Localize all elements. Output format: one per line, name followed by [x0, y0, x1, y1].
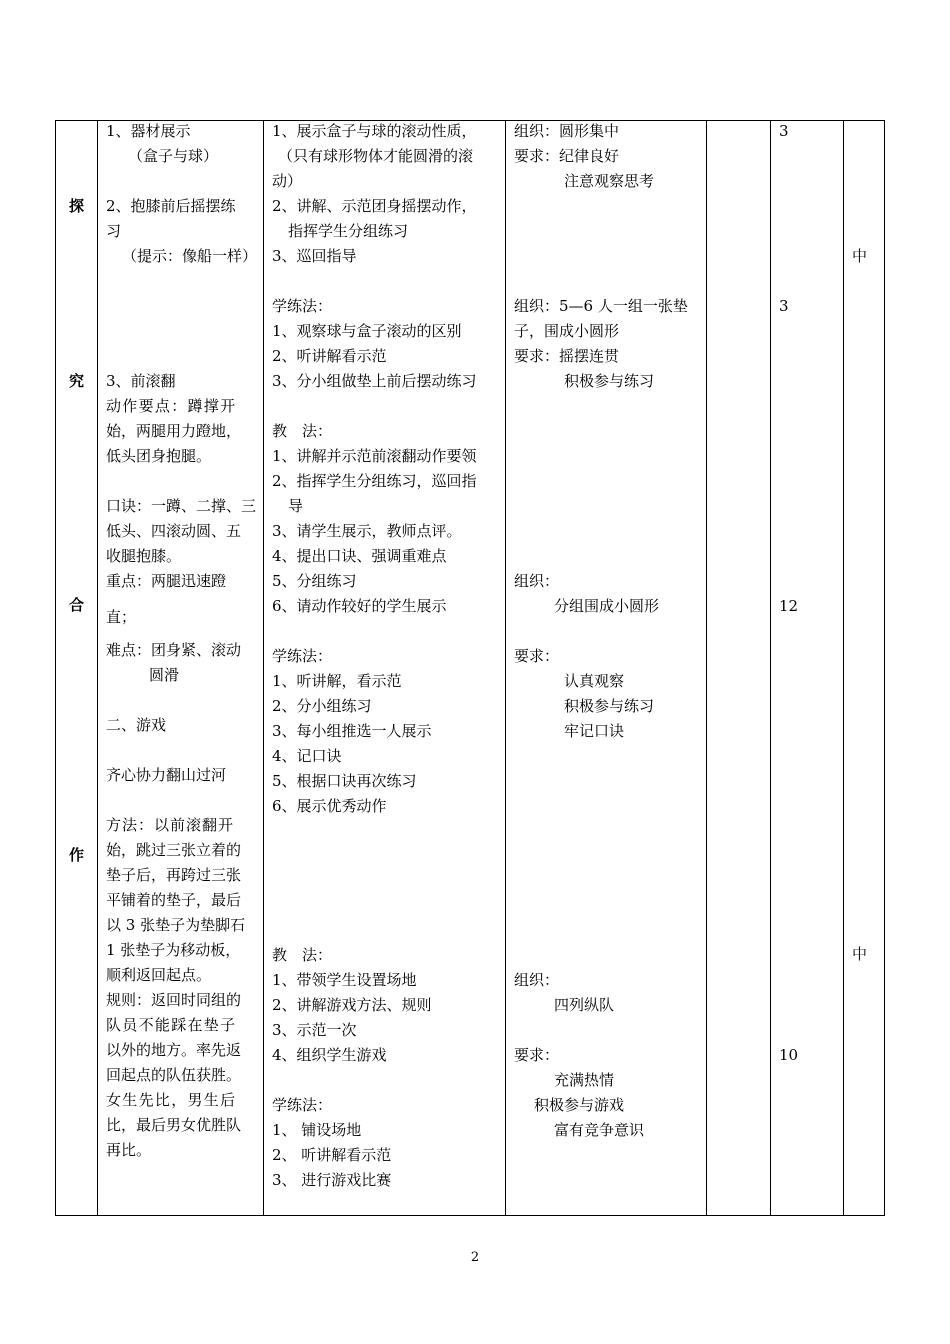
section-char: 合 [69, 596, 85, 614]
content-line: 低头、四滚动圆、五 [106, 522, 242, 540]
content-line: （盒子与球） [128, 147, 219, 165]
table-border [55, 120, 56, 1216]
content-line: 3、前滚翻 [106, 372, 176, 390]
content-line: 习 [106, 222, 122, 240]
lesson-table [55, 120, 885, 1216]
method-line: 导 [288, 497, 304, 515]
content-line: 收腿抱膝。 [106, 547, 182, 565]
content-line: 平铺着的垫子，最后 [106, 891, 242, 909]
time-value: 10 [779, 1046, 799, 1064]
content-line: 顺利返回起点。 [106, 966, 212, 984]
organization-line: 积极参与练习 [564, 697, 655, 715]
content-line: 队员不能踩在垫子 [106, 1016, 237, 1034]
method-line: 3、每小组推选一人展示 [272, 722, 432, 740]
method-line: 教 法： [272, 422, 333, 440]
content-line: 始，跳过三张立着的 [106, 841, 242, 859]
method-line: 动） [272, 172, 303, 190]
organization-line: 要求：摇摆连贯 [514, 347, 620, 365]
content-line: 直； [106, 608, 137, 626]
method-line: 1、观察球与盒子滚动的区别 [272, 322, 462, 340]
method-line: 1、听讲解，看示范 [272, 672, 402, 690]
organization-line: 充满热情 [554, 1071, 615, 1089]
organization-line: 认真观察 [564, 672, 625, 690]
time-value: 3 [779, 297, 789, 315]
method-line: 3、分小组做垫上前后摆动练习 [272, 372, 477, 390]
table-border [884, 120, 885, 1216]
section-char: 作 [69, 846, 85, 864]
method-line: 2、讲解游戏方法、规则 [272, 996, 432, 1014]
method-line: 3、巡回指导 [272, 247, 357, 265]
organization-line: 积极参与练习 [564, 372, 655, 390]
section-char: 究 [69, 372, 85, 390]
column-divider [97, 120, 98, 1216]
content-line: 垫子后，再跨过三张 [106, 866, 242, 884]
method-line: 2、指挥学生分组练习，巡回指 [272, 472, 477, 490]
method-line: 4、记口诀 [272, 747, 342, 765]
content-line: 重点：两腿迅速蹬 [106, 572, 227, 590]
content-line: 始，两腿用力蹬地， [106, 422, 242, 440]
time-value: 3 [779, 122, 789, 140]
organization-line: 组织：5—6 人一组一张垫 [514, 297, 688, 315]
content-line: 1、器材展示 [106, 122, 191, 140]
page-number: 2 [470, 1250, 480, 1265]
method-line: 2、听讲解看示范 [272, 347, 387, 365]
organization-line: 组织：圆形集中 [514, 122, 620, 140]
method-line: 2、讲解、示范团身摇摆动作， [272, 197, 477, 215]
content-line: 二、游戏 [106, 716, 167, 734]
method-line: 3、示范一次 [272, 1021, 357, 1039]
organization-line: 组织： [514, 572, 560, 590]
content-line: 2、抱膝前后摇摆练 [106, 197, 236, 215]
intensity-value: 中 [852, 247, 868, 265]
content-line: 回起点的队伍获胜。 [106, 1066, 242, 1084]
organization-line: 富有竞争意识 [554, 1121, 645, 1139]
method-line: 学练法： [272, 647, 333, 665]
content-line: 口诀：一蹲、二撑、三 [106, 497, 257, 515]
content-line: 低头团身抱腿。 [106, 447, 212, 465]
column-divider [843, 120, 844, 1216]
method-line: 2、 听讲解看示范 [272, 1146, 392, 1164]
method-line: 学练法： [272, 1096, 333, 1114]
method-line: 指挥学生分组练习 [288, 222, 409, 240]
content-line: 再比。 [106, 1141, 152, 1159]
method-line: 6、展示优秀动作 [272, 797, 387, 815]
method-line: 5、根据口诀再次练习 [272, 772, 417, 790]
method-line: 3、 进行游戏比赛 [272, 1171, 392, 1189]
column-divider [706, 120, 707, 1216]
column-divider [263, 120, 264, 1216]
method-line: 2、分小组练习 [272, 697, 372, 715]
organization-line: 子，围成小圆形 [514, 322, 620, 340]
column-divider [770, 120, 771, 1216]
content-line: 规则：返回时同组的 [106, 991, 242, 1009]
method-line: 4、提出口诀、强调重难点 [272, 547, 447, 565]
organization-line: 组织： [514, 971, 560, 989]
method-line: 1、带领学生设置场地 [272, 971, 417, 989]
section-char: 探 [69, 197, 85, 215]
intensity-value: 中 [852, 945, 868, 963]
organization-line: 要求： [514, 1046, 560, 1064]
method-line: 3、请学生展示，教师点评。 [272, 522, 462, 540]
organization-line: 积极参与游戏 [534, 1096, 625, 1114]
content-line: 难点：团身紧、滚动 [106, 641, 242, 659]
method-line: 教 法： [272, 946, 333, 964]
method-line: 6、请动作较好的学生展示 [272, 597, 447, 615]
method-line: 1、讲解并示范前滚翻动作要领 [272, 447, 477, 465]
content-line: 圆滑 [149, 666, 180, 684]
organization-line: 注意观察思考 [564, 172, 655, 190]
content-line: 齐心协力翻山过河 [106, 766, 227, 784]
method-line: （只有球形物体才能圆滑的滚 [278, 147, 474, 165]
method-line: 1、展示盒子与球的滚动性质， [272, 122, 477, 140]
content-line: 1 张垫子为移动板， [106, 941, 241, 959]
content-line: 以 3 张垫子为垫脚石 [106, 916, 246, 934]
method-line: 1、 铺设场地 [272, 1121, 362, 1139]
content-line: 方法：以前滚翻开 [106, 816, 235, 834]
content-line: 动作要点：蹲撑开 [106, 397, 237, 415]
column-divider [505, 120, 506, 1216]
content-line: 女生先比，男生后 [106, 1091, 237, 1109]
content-line: 以外的地方。率先返 [106, 1041, 242, 1059]
method-line: 4、组织学生游戏 [272, 1046, 387, 1064]
organization-line: 要求： [514, 647, 560, 665]
content-line: 比，最后男女优胜队 [106, 1116, 242, 1134]
organization-line: 分组围成小圆形 [554, 597, 660, 615]
method-line: 5、分组练习 [272, 572, 357, 590]
organization-line: 四列纵队 [554, 996, 615, 1014]
method-line: 学练法： [272, 297, 333, 315]
table-bottom-border [55, 1215, 885, 1216]
organization-line: 牢记口诀 [564, 722, 625, 740]
content-line: （提示：像船一样） [122, 247, 258, 265]
time-value: 12 [779, 597, 799, 615]
organization-line: 要求：纪律良好 [514, 147, 620, 165]
